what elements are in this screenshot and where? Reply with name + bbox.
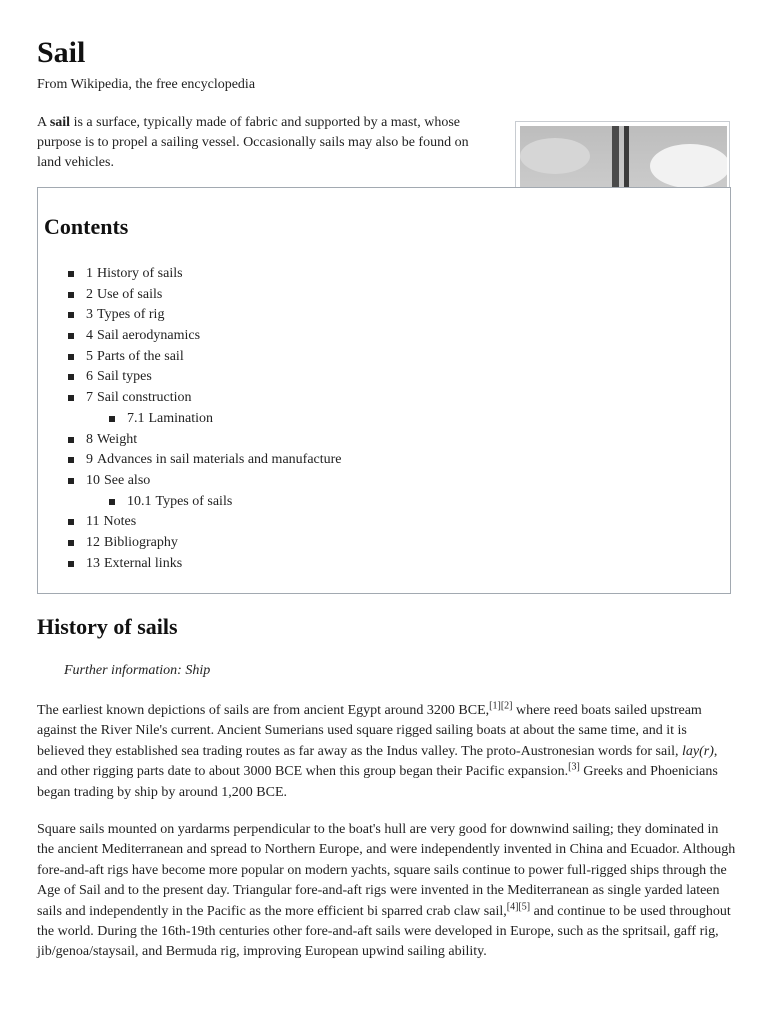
toc-number: 13 [86,555,100,571]
toc-number: 2 [86,286,93,302]
table-of-contents [37,187,731,594]
toc-label: Sail types [97,369,152,385]
toc-number: 7 [86,390,93,406]
history-paragraph-2 [37,820,737,963]
toc-number: 3 [86,307,93,323]
toc-number: 10.1 [127,493,152,509]
toc-label: Types of sails [155,493,233,509]
toc-label: Use of sails [97,286,163,302]
citation-3[interactable]: [3] [568,761,580,773]
toc-item-6[interactable] [68,367,342,388]
toc-label: Parts of the sail [97,348,184,364]
toc-item-11[interactable] [68,512,342,533]
toc-label: See also [104,472,151,488]
toc-label: External links [104,555,183,571]
p1-text-b: where reed boats sailed upstream against the River Nile's current. Ancient Sumerians used square rigged sailing boats at about the same time, and it is believed they established sea trading routes as far away as the Indus valley. The proto-Austronesian words for sail, [37,703,702,759]
toc-label: Bibliography [104,534,178,550]
page-title: Sail [37,36,86,69]
tagline: From Wikipedia, the free encyclopedia [37,77,256,92]
toc-label: History of sails [97,266,183,281]
toc-label: Weight [97,431,138,447]
lede-bold-term: sail [49,115,71,130]
section-heading-history: History of sails [37,614,178,639]
toc-number: 1 [86,266,93,281]
p2-text-b: and continue to be used throughout the world. During the 16th-19th centuries other fore-and-aft sails were developed in Europe, such as the spritsail, gaff rig, jib/genoa/staysail, and Bermuda rig, improving European upwind sailing ability. [37,903,731,960]
toc-title: Contents [44,214,129,239]
toc-number: 8 [86,431,93,447]
toc-label: Sail construction [97,390,192,406]
toc-list [68,264,342,574]
toc-item-7-1[interactable] [68,409,342,430]
hatnote-further-information[interactable]: Further information: Ship [64,663,211,678]
toc-number: 7.1 [127,410,145,426]
toc-item-9[interactable] [68,450,342,471]
toc-item-7[interactable] [68,388,342,409]
toc-label: Sail aerodynamics [97,328,201,344]
history-paragraph-1 [37,701,737,803]
p1-italic-term: lay(r) [681,743,714,759]
toc-label: Advances in sail materials and manufacture [97,452,342,468]
toc-item-2[interactable] [68,285,342,306]
toc-item-12[interactable] [68,533,342,554]
toc-label: Types of rig [97,307,165,323]
toc-item-3[interactable] [68,305,342,326]
p2-text-a: Square sails mounted on yardarms perpendicular to the boat's hull are very good for downwind sailing; they dominated in the ancient Mediterranean and spread to Northern Europe, and were independently invented in China and Ecuador. Although fore-and-aft rigs have become more popular on modern yachts, square sails continue to power full-rigged ships through the Age of Sail and to the present day. Triangular fore-and-aft rigs were invented in the Mediterranean as single yarded lateen sails and independently in the Pacific as the more efficient bi sparred crab claw sail, [37,822,736,919]
toc-item-13[interactable] [68,554,342,575]
p1-text-d: Greeks and Phoenicians began trading by ship by around 1,200 BCE. [37,764,718,800]
toc-item-8[interactable] [68,430,342,451]
toc-number: 9 [86,452,93,468]
toc-item-10[interactable] [68,471,342,492]
toc-number: 4 [86,328,93,344]
citation-4-5[interactable]: [4][5] [506,900,531,912]
lede-post: is a surface, typically made of fabric and supported by a mast, whose purpose is to propel a sailing vessel. Occasionally sails may also be found on land vehicles. [37,115,469,170]
lede-pre: A [37,115,50,130]
toc-number: 5 [86,348,93,364]
p1-text-a: The earliest known depictions of sails are from ancient Egypt around 3200 BCE, [37,703,490,718]
toc-item-4[interactable] [68,326,342,347]
citation-1-2[interactable]: [1][2] [489,700,513,712]
toc-number: 6 [86,369,93,385]
toc-number: 12 [86,534,100,550]
lede-paragraph [37,113,487,173]
p1-text-c: , and other rigging parts date to about 3000 BCE when this group began their Pacific expansion. [37,743,718,780]
toc-number: 11 [86,514,100,530]
toc-item-5[interactable] [68,347,342,368]
toc-item-10-1[interactable] [68,492,342,513]
toc-number: 10 [86,472,100,488]
toc-label: Lamination [148,410,214,426]
toc-item-1[interactable] [68,264,342,285]
toc-label: Notes [103,514,137,530]
